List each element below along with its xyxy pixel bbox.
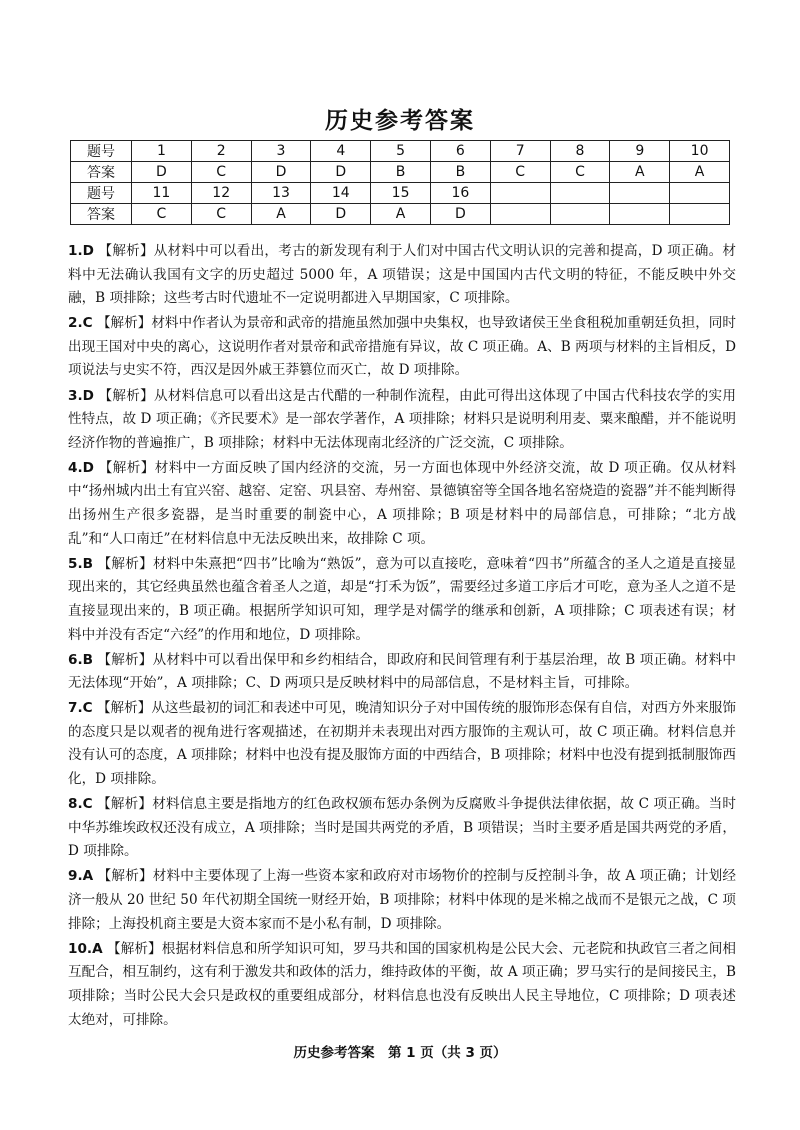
table-cell: 13 — [251, 183, 311, 204]
table-cell: 1 — [132, 141, 192, 162]
table-cell: A — [670, 162, 730, 183]
table-cell: D — [251, 162, 311, 183]
question-number: 4.D — [68, 459, 94, 476]
table-cell: 4 — [311, 141, 371, 162]
explanation-text: 【解析】从材料中可以看出保甲和乡约相结合，即政府和民间管理有利于基层治理，故 B 项正确。材料中无法体现“开始”，A 项排除；C、D 两项只是反映材料中的局部信息，不是材料主旨，可排除。 — [68, 651, 736, 692]
table-cell — [670, 204, 730, 225]
table-cell: A — [610, 162, 670, 183]
explanation-item — [68, 793, 736, 864]
table-cell: C — [490, 162, 550, 183]
table-cell: 15 — [371, 183, 431, 204]
explanation-text: 【解析】材料中朱熹把“四书”比喻为“熟饭”，意为可以直接吃，意味着“四书”所蕴含的圣人之道是直接显现出来的，其它经典虽然也蕴含着圣人之道，却是“打禾为饭”，需要经过多道工序后才可吃，意为圣人之道不是直接显现出来的，B 项正确。根据所学知识可知，理学是对儒学的继承和创新，A 项排除；C 项表述有误；材料中并没有否定“六经”的作用和地位，D 项排除。 — [68, 555, 736, 643]
explanation-item — [68, 385, 736, 456]
table-cell: 10 — [670, 141, 730, 162]
explanation-text: 【解析】根据材料信息和所学知识可知，罗马共和国的国家机构是公民大会、元老院和执政官三者之间相互配合，相互制约，这有利于激发共和政体的活力，维持政体的平衡，故 A 项正确；罗马实行的是间接民主，B 项排除；当时公民大会只是政权的重要组成部分，材料信息也没有反映出人民主导地位，C 项排除；D 项表述太绝对，可排除。 — [68, 940, 736, 1028]
row-label: 答案 — [71, 162, 132, 183]
table-row — [71, 162, 730, 183]
explanation-item — [68, 865, 736, 936]
table-cell: 7 — [490, 141, 550, 162]
table-cell — [550, 183, 610, 204]
table-cell: D — [132, 162, 192, 183]
explanation-item — [68, 312, 736, 383]
explanation-text: 【解析】从材料中可以看出，考古的新发现有利于人们对中国古代文明认识的完善和提高，D 项正确。材料中无法确认我国有文字的历史超过 5000 年，A 项错误；这是中国国内古代文明的特征，不能反映中外交融，B 项排除；这些考古时代遗址不一定说明都进入早期国家，C 项排除。 — [68, 243, 736, 307]
table-cell: D — [311, 162, 371, 183]
explanation-text: 【解析】材料中一方面反映了国内经济的交流，另一方面也体现中外经济交流，故 D 项正确。仅从材料中“扬州城内出土有宜兴窑、越窑、定窑、巩县窑、寿州窑、景德镇窑等全国各地名窑烧造的瓷器”并不能判断得出扬州生产很多瓷器，是当时重要的制瓷中心，A 项排除；B 项是材料中的局部信息，可排除；“北方战乱”和“人口南迁”在材料信息中无法反映出来，故排除 C 项。 — [68, 459, 736, 547]
explanation-item — [68, 457, 736, 551]
question-number: 6.B — [68, 651, 93, 668]
table-cell: D — [311, 204, 371, 225]
answer-table — [70, 140, 730, 225]
explanation-item — [68, 553, 736, 647]
table-cell: D — [430, 204, 490, 225]
explanation-text: 【解析】材料信息主要是指地方的红色政权颁布惩办条例为反腐败斗争提供法律依据，故 C 项正确。当时中华苏维埃政权还没有成立，A 项排除；当时是国共两党的矛盾，B 项错误；当时主要矛盾是国共两党的矛盾，D 项排除。 — [68, 796, 736, 860]
table-cell: B — [371, 162, 431, 183]
question-number: 1.D — [68, 243, 94, 259]
table-cell — [550, 204, 610, 225]
table-cell — [670, 183, 730, 204]
page-footer: 历史参考答案 第 1 页（共 3 页） — [293, 1045, 507, 1061]
row-label: 题号 — [71, 141, 132, 162]
table-cell: B — [430, 162, 490, 183]
table-cell: 6 — [430, 141, 490, 162]
table-cell — [490, 204, 550, 225]
table-cell: A — [251, 204, 311, 225]
explanations — [68, 240, 736, 1034]
explanation-text: 【解析】从材料信息可以看出这是古代醋的一种制作流程，由此可得出这体现了中国古代科技农学的实用性特点，故 D 项正确；《齐民要术》是一部农学著作，A 项排除；材料只是说明利用麦、粟来酿醋，并不能说明经济作物的普遍推广，B 项排除；材料中无法体现南北经济的广泛交流，C 项排除。 — [68, 387, 736, 451]
table-cell — [610, 183, 670, 204]
table-cell: 5 — [371, 141, 431, 162]
row-label: 题号 — [71, 183, 132, 204]
table-cell: C — [191, 162, 251, 183]
explanation-item — [68, 240, 736, 311]
table-cell: 9 — [610, 141, 670, 162]
explanation-item — [68, 649, 736, 696]
table-row — [71, 183, 730, 204]
question-number: 2.C — [68, 315, 93, 332]
page-title: 历史参考答案 — [325, 108, 475, 134]
table-cell: 14 — [311, 183, 371, 204]
table-cell: A — [371, 204, 431, 225]
explanation-item — [68, 697, 736, 791]
table-cell: 16 — [430, 183, 490, 204]
table-row — [71, 204, 730, 225]
table-row — [71, 141, 730, 162]
table-cell: 2 — [191, 141, 251, 162]
table-cell: C — [132, 204, 192, 225]
table-cell — [490, 183, 550, 204]
table-cell: 8 — [550, 141, 610, 162]
explanation-item — [68, 938, 736, 1032]
table-cell: 12 — [191, 183, 251, 204]
table-cell: 11 — [132, 183, 192, 204]
question-number: 8.C — [68, 796, 93, 813]
question-number: 5.B — [68, 555, 93, 572]
explanation-text: 【解析】材料中主要体现了上海一些资本家和政府对市场物价的控制与反控制斗争，故 A 项正确；计划经济一般从 20 世纪 50 年代初期全国统一财经开始，B 项排除；材料中体现的是米棉之战而不是银元之战，C 项排除；上海投机商主要是大资本家而不是小私有制，D 项排除。 — [68, 868, 736, 932]
question-number: 7.C — [68, 700, 93, 717]
table-cell — [610, 204, 670, 225]
table-cell: C — [550, 162, 610, 183]
row-label: 答案 — [71, 204, 132, 225]
explanation-text: 【解析】从这些最初的词汇和表述中可见，晚清知识分子对中国传统的服饰形态保有自信，对西方外来服饰的态度只是以观者的视角进行客观描述，在初期并未表现出对西方服饰的主观认可，故 C 项正确。材料信息并没有认可的态度，A 项排除；材料中也没有提及服饰方面的中西结合，B 项排除；材料中也没有提到抵制服饰西化，D 项排除。 — [68, 700, 736, 788]
table-cell: 3 — [251, 141, 311, 162]
question-number: 10.A — [68, 940, 103, 957]
question-number: 9.A — [68, 868, 94, 885]
explanation-text: 【解析】材料中作者认为景帝和武帝的措施虽然加强中央集权，也导致诸侯王坐食租税加重朝廷负担，同时出现王国对中央的离心，这说明作者对景帝和武帝措施有异议，故 C 项正确。A、B 两项与材料的主旨相反，D 项说法与史实不符，西汉是因外戚王莽篡位而灭亡，故 D 项排除。 — [68, 315, 736, 379]
question-number: 3.D — [68, 387, 94, 404]
table-cell: C — [191, 204, 251, 225]
